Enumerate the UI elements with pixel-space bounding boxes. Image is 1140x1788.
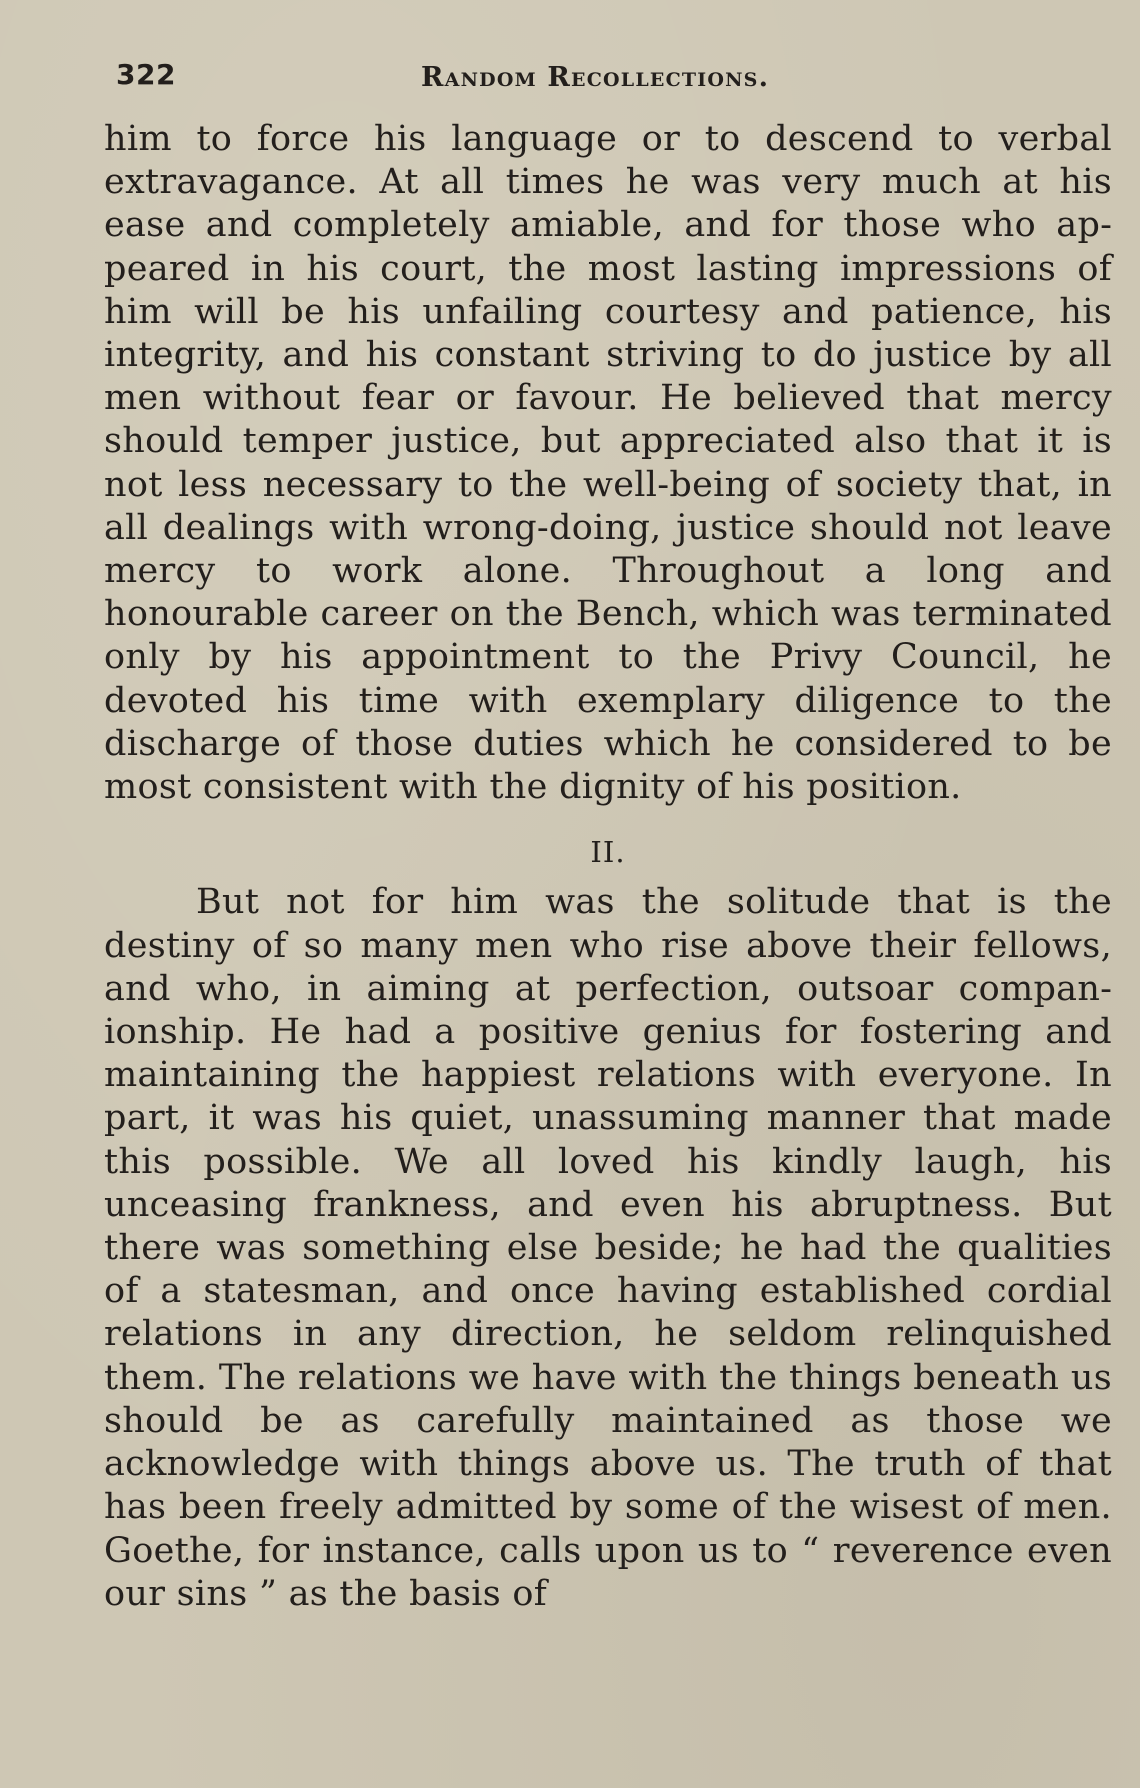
book-title: Random Recollections. xyxy=(421,62,770,93)
paragraph-section-two: But not for him was the solitude that is the destiny of so many men who rise above their fellows, and who, in aiming at perfection, outsoar companionship. He had a positive genius for fostering and maintaining the happiest relations with everyone. In part, it was his quiet, unassuming manner that made this possible. We all loved his kindly laugh, his unceasing frankness, and even his abruptness. But there was something else beside; he had the qualities of a statesman, and once having established cordial relations in any direction, he seldom relinquished them. The relations we have with the things beneath us should be as carefully maintained as those we acknowledge with things above us. The truth of that has been freely admitted by some of the wisest of men. Goethe, for instance, calls upon us to “ reverence even our sins ” as the basis of xyxy=(104,882,1112,1614)
page-number: 322 xyxy=(116,58,176,91)
paragraph-continued: him to force his language or to descend to verbal extravagance. At all times he was very much at his ease and completely amiable, and for those who appeared in his court, the most lasting impressions of him will be his unfailing courtesy and patience, his integrity, and his constant striving to do justice by all men without fear or favour. He believed that mercy should temper justice, but appreciated also that it is not less necessary to the well-being of society that, in all dealings with wrong-doing, justice should not leave mercy to work alone. Throughout a long and honourable career on the Bench, which was terminated only by his appointment to the Privy Council, he devoted his time with exemplary diligence to the discharge of those duties which he considered to be most consistent with the dignity of his position. xyxy=(104,119,1112,808)
body-text xyxy=(104,118,1112,1616)
section-heading: II. xyxy=(590,835,626,870)
running-head xyxy=(116,58,1106,98)
